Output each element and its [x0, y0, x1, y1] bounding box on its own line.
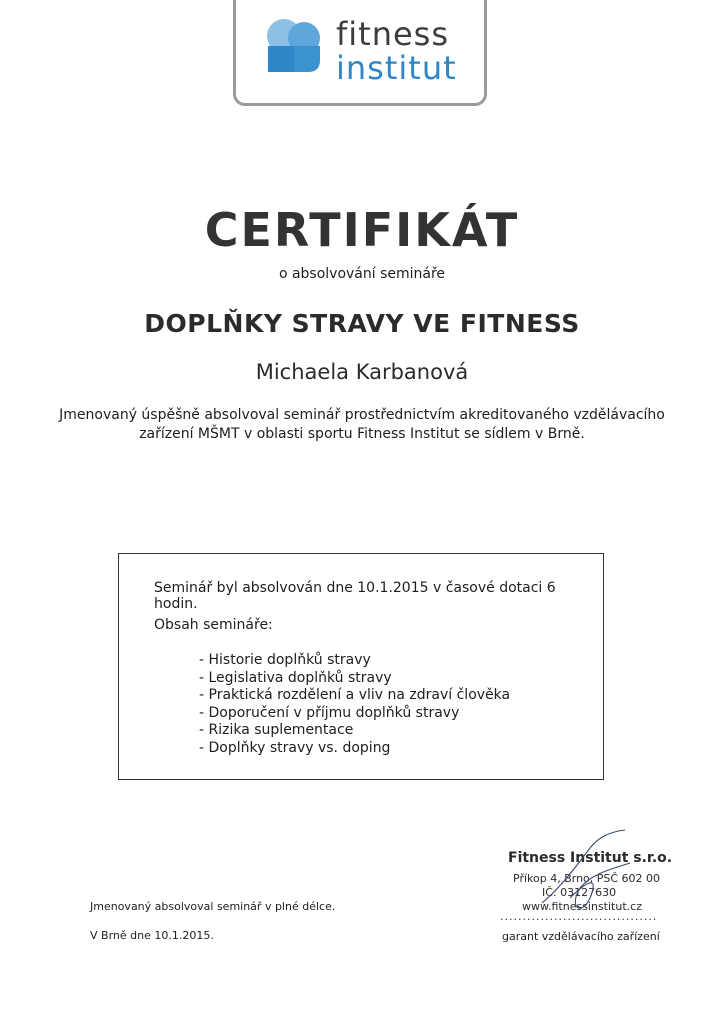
course-name: DOPLŇKY STRAVY VE FITNESS — [144, 309, 580, 338]
stamp-address: Příkop 4, Brno, PSČ 602 00 — [513, 872, 661, 885]
full-length-note: Jmenovaný absolvoval seminář v plné délce. — [90, 900, 336, 913]
list-item: - Rizika suplementace — [199, 722, 354, 738]
guarantor-label: garant vzdělávacího zařízení — [502, 930, 660, 943]
certificate-subtitle: o absolvování semináře — [278, 266, 446, 282]
completion-date-text: Seminář byl absolvován dne 10.1.2015 v časové dotaci 6 hodin. — [154, 580, 556, 612]
list-item: - Legislativa doplňků stravy — [199, 669, 392, 686]
topic-list — [199, 652, 510, 757]
stamp-web: www.fitnessinstitut.cz — [522, 900, 642, 913]
logo-word-fitness: fitness — [336, 15, 450, 53]
person-name: Michaela Karbanová — [255, 360, 469, 384]
list-item: - Doporučení v příjmu doplňků stravy — [199, 704, 460, 721]
list-item: - Doplňky stravy vs. doping — [199, 739, 391, 756]
signature-icon — [530, 828, 640, 923]
logo-frame — [233, 0, 487, 106]
statement-line-1: Jmenovaný úspěšně absolvoval seminář prostřednictvím akreditovaného vzdělávacího — [59, 407, 665, 423]
completion-statement — [0, 406, 724, 444]
seminar-details-box — [118, 553, 604, 780]
fitness-institut-logo-icon — [264, 16, 326, 78]
stamp-ico: IČ: 03127630 — [542, 886, 617, 899]
list-item: - Praktická rozdělení a vliv na zdraví člověka — [199, 687, 511, 703]
contents-heading: Obsah semináře: — [154, 617, 273, 633]
statement-line-2: zařízení MŠMT v oblasti sportu Fitness Institut se sídlem v Brně. — [139, 426, 585, 442]
certificate-title: CERTIFIKÁT — [204, 203, 520, 257]
signature-dots: ................................... — [500, 910, 658, 923]
place-date: V Brně dne 10.1.2015. — [90, 929, 214, 942]
logo-word-institut: institut — [336, 49, 457, 87]
list-item: - Historie doplňků stravy — [199, 652, 371, 668]
stamp-company: Fitness Institut s.r.o. — [508, 850, 673, 866]
